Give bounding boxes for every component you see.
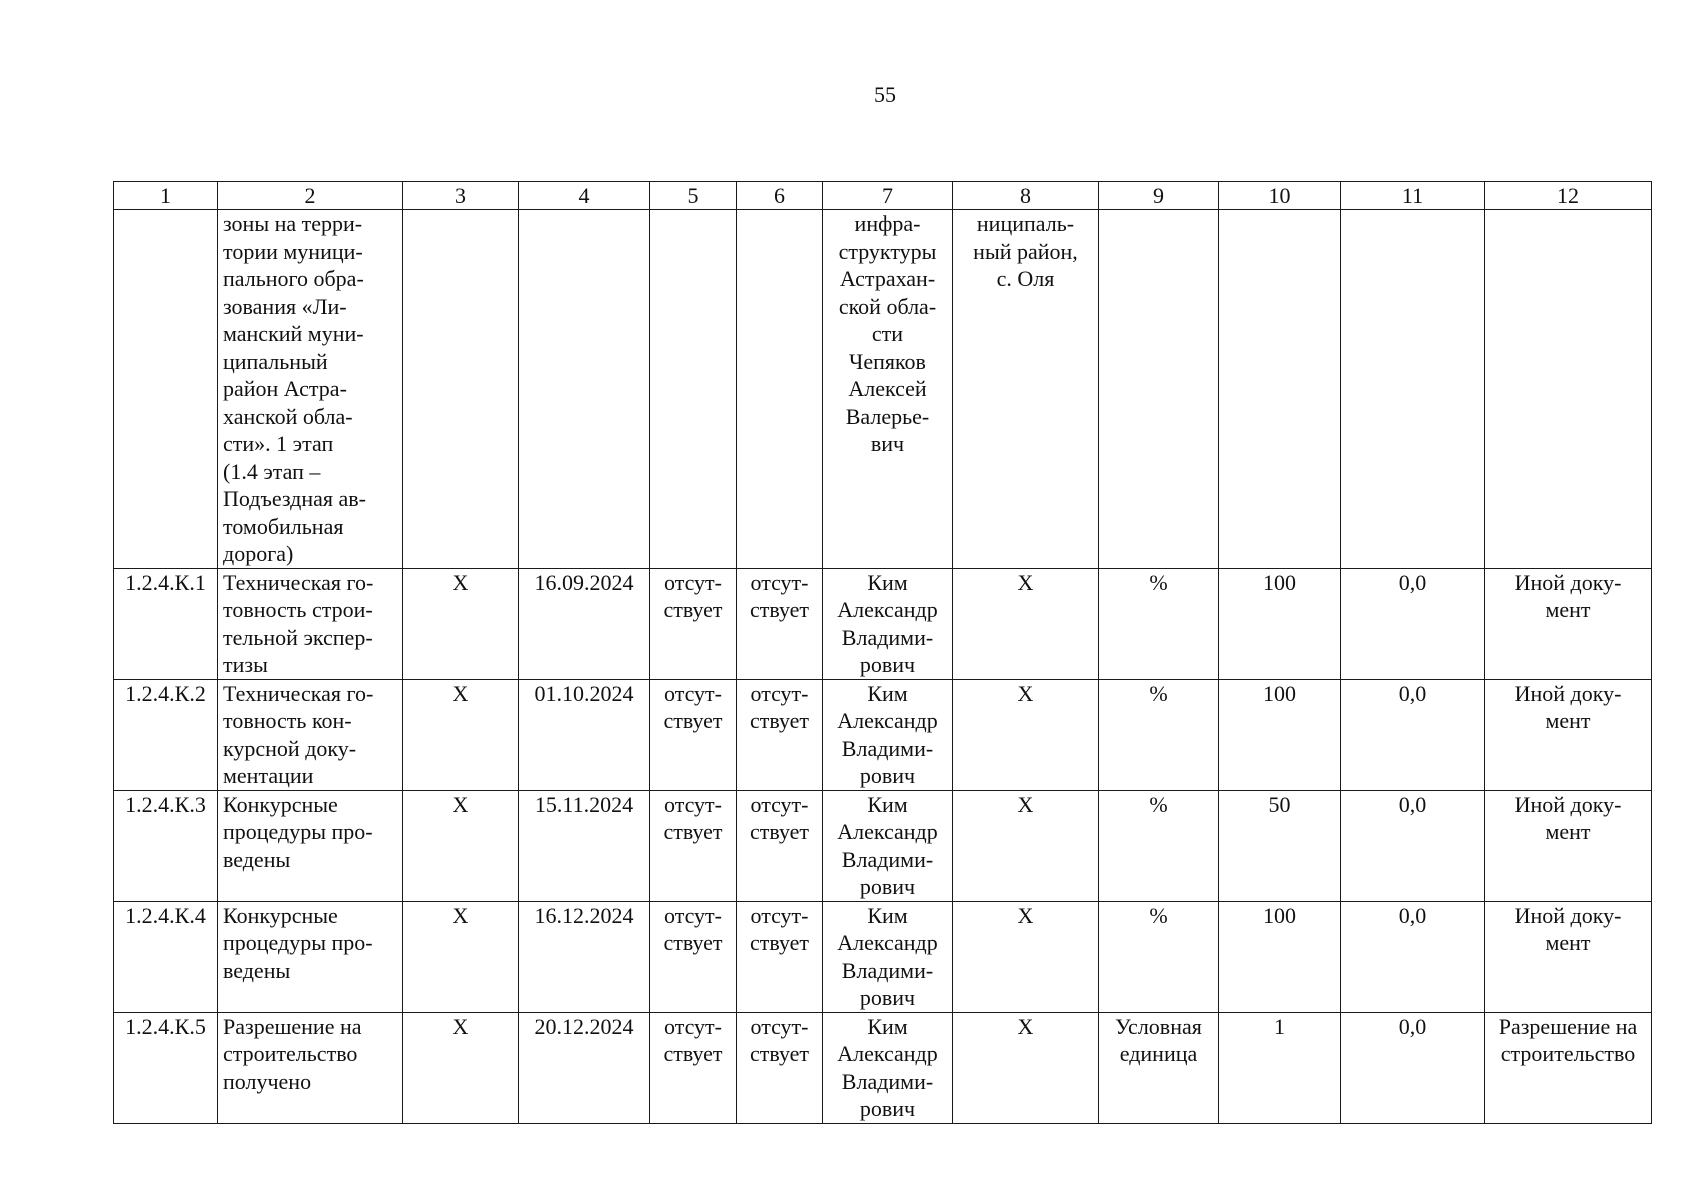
table-row <box>114 679 1652 790</box>
cell-text: отсут- ствует <box>749 569 810 622</box>
cell-document <box>1485 568 1652 679</box>
cell-text: 100 <box>1263 902 1296 928</box>
cell-responsible <box>823 1012 953 1123</box>
table-row <box>114 568 1652 679</box>
cell-text: % <box>1149 569 1168 595</box>
cell-unit <box>1099 901 1219 1012</box>
cell-text: Х <box>1017 569 1034 595</box>
cell-c6 <box>737 790 823 901</box>
cell-text: Иной доку- мент <box>1514 680 1622 733</box>
cell-text: 0,0 <box>1398 680 1427 706</box>
cell-text: 01.10.2024 <box>534 680 634 706</box>
cell-text: Х <box>452 680 469 706</box>
cell-date <box>519 679 650 790</box>
cell-document <box>1485 210 1652 569</box>
cell-date <box>519 790 650 901</box>
col-num-12: 12 <box>1485 182 1652 210</box>
cell-amount <box>1341 790 1485 901</box>
cell-c5 <box>650 210 737 569</box>
cell-name <box>218 1012 403 1123</box>
cell-document <box>1485 679 1652 790</box>
continuation-row <box>114 210 1652 569</box>
cell-text: Иной доку- мент <box>1514 791 1622 844</box>
cell-c6 <box>737 679 823 790</box>
cell-c3 <box>403 790 519 901</box>
cell-text: Конкурсные процедуры про- ведены <box>223 902 373 983</box>
col-num-1: 1 <box>114 182 218 210</box>
col-num-6: 6 <box>737 182 823 210</box>
cell-document <box>1485 901 1652 1012</box>
cell-c3 <box>403 1012 519 1123</box>
cell-text: отсут- ствует <box>663 569 723 622</box>
cell-text: отсут- ствует <box>663 902 723 955</box>
cell-text: 50 <box>1268 791 1291 817</box>
cell-text: Ким Александр Владими- рович <box>837 569 938 677</box>
cell-name <box>218 679 403 790</box>
cell-c6 <box>737 901 823 1012</box>
cell-c6 <box>737 568 823 679</box>
cell-responsible <box>823 210 953 569</box>
cell-name <box>218 568 403 679</box>
cell-number <box>114 790 218 901</box>
col-num-4: 4 <box>519 182 650 210</box>
cell-location <box>953 901 1099 1012</box>
cell-unit <box>1099 210 1219 569</box>
col-num-7: 7 <box>823 182 953 210</box>
cell-text: Х <box>1017 902 1034 928</box>
plan-table <box>113 181 1652 1124</box>
cell-text: Техническая го- товность строи- тельной экспер- тизы <box>223 569 374 677</box>
cell-amount <box>1341 901 1485 1012</box>
cell-text: 0,0 <box>1398 1013 1427 1039</box>
cell-text: Х <box>452 902 469 928</box>
cell-date <box>519 210 650 569</box>
cell-text: отсут- ствует <box>749 902 810 955</box>
cell-text: Х <box>1017 680 1034 706</box>
col-num-5: 5 <box>650 182 737 210</box>
cell-location <box>953 210 1099 569</box>
cell-text: Х <box>452 569 469 595</box>
cell-text: 1.2.4.К.1 <box>125 569 206 595</box>
cell-text: 0,0 <box>1398 569 1427 595</box>
cell-c3 <box>403 901 519 1012</box>
cell-location <box>953 790 1099 901</box>
cell-location <box>953 679 1099 790</box>
cell-c3 <box>403 679 519 790</box>
cell-unit <box>1099 790 1219 901</box>
cell-value <box>1219 679 1341 790</box>
cell-name <box>218 901 403 1012</box>
cell-value <box>1219 790 1341 901</box>
cell-unit <box>1099 679 1219 790</box>
cell-text: Разрешение на строительство <box>1498 1013 1638 1066</box>
cell-responsible <box>823 679 953 790</box>
cell-c5 <box>650 901 737 1012</box>
cell-amount <box>1341 210 1485 569</box>
cell-text: Х <box>1017 1013 1034 1039</box>
cell-text: 100 <box>1263 569 1296 595</box>
cell-text: отсут- ствует <box>663 1013 723 1066</box>
cell-document <box>1485 790 1652 901</box>
cell-text: % <box>1149 680 1168 706</box>
cell-date <box>519 568 650 679</box>
col-num-10: 10 <box>1219 182 1341 210</box>
cell-text: Х <box>452 1013 469 1039</box>
cell-text: ниципаль- ный район, с. Оля <box>973 211 1078 291</box>
cell-document <box>1485 1012 1652 1123</box>
cell-text: зоны на терри- тории муници- пального обра- зования «Ли- манский муни- ципальный район Астра- ханской обла- сти». 1 этап (1.4 этап – Подъездная ав- томобильная дорога) <box>223 211 366 566</box>
col-num-8: 8 <box>953 182 1099 210</box>
cell-c3 <box>403 210 519 569</box>
table-row <box>114 901 1652 1012</box>
col-num-3: 3 <box>403 182 519 210</box>
cell-number <box>114 210 218 569</box>
cell-responsible <box>823 568 953 679</box>
cell-text: Конкурсные процедуры про- ведены <box>223 791 373 872</box>
cell-c5 <box>650 1012 737 1123</box>
cell-amount <box>1341 679 1485 790</box>
cell-text: Иной доку- мент <box>1514 902 1622 955</box>
cell-responsible <box>823 901 953 1012</box>
cell-text: отсут- ствует <box>663 680 723 733</box>
cell-text: Техническая го- товность кон- курсной доку- ментации <box>223 680 374 788</box>
cell-text: Х <box>1017 791 1034 817</box>
cell-name <box>218 210 403 569</box>
cell-value <box>1219 1012 1341 1123</box>
cell-text: 20.12.2024 <box>534 1013 634 1039</box>
cell-text: Ким Александр Владими- рович <box>837 680 938 788</box>
cell-amount <box>1341 1012 1485 1123</box>
col-num-9: 9 <box>1099 182 1219 210</box>
cell-date <box>519 901 650 1012</box>
cell-text: отсут- ствует <box>749 680 810 733</box>
cell-unit <box>1099 568 1219 679</box>
cell-amount <box>1341 568 1485 679</box>
cell-text: 1.2.4.К.4 <box>125 902 206 928</box>
cell-text: Иной доку- мент <box>1514 569 1622 622</box>
cell-c6 <box>737 1012 823 1123</box>
cell-location <box>953 568 1099 679</box>
cell-text: 16.09.2024 <box>534 569 634 595</box>
cell-text: 0,0 <box>1398 902 1427 928</box>
cell-responsible <box>823 790 953 901</box>
table-row <box>114 790 1652 901</box>
cell-text: % <box>1149 791 1168 817</box>
cell-text: Ким Александр Владими- рович <box>837 791 938 899</box>
cell-text: Разрешение на строительство получено <box>223 1013 362 1094</box>
cell-c5 <box>650 679 737 790</box>
cell-text: Ким Александр Владими- рович <box>837 902 938 1010</box>
cell-c6 <box>737 210 823 569</box>
cell-text: Х <box>452 791 469 817</box>
cell-c5 <box>650 790 737 901</box>
cell-text: 16.12.2024 <box>534 902 634 928</box>
cell-unit <box>1099 1012 1219 1123</box>
cell-text: Условная единица <box>1115 1013 1202 1066</box>
cell-name <box>218 790 403 901</box>
col-num-2: 2 <box>218 182 403 210</box>
cell-text: отсут- ствует <box>749 1013 810 1066</box>
cell-text: 0,0 <box>1398 791 1427 817</box>
col-num-11: 11 <box>1341 182 1485 210</box>
cell-text: 1.2.4.К.2 <box>125 680 206 706</box>
cell-text: 1.2.4.К.5 <box>125 1013 206 1039</box>
cell-text: % <box>1149 902 1168 928</box>
table-row <box>114 1012 1652 1123</box>
cell-value <box>1219 210 1341 569</box>
cell-location <box>953 1012 1099 1123</box>
cell-number <box>114 679 218 790</box>
cell-number <box>114 1012 218 1123</box>
cell-number <box>114 568 218 679</box>
cell-text: отсут- ствует <box>663 791 723 844</box>
column-number-row <box>114 182 1652 210</box>
cell-value <box>1219 901 1341 1012</box>
cell-text: 1.2.4.К.3 <box>125 791 206 817</box>
cell-text: инфра- структуры Астрахан- ской обла- сти Чепяков Алексей Валерье- вич <box>838 211 937 456</box>
cell-text: 15.11.2024 <box>534 791 634 817</box>
cell-text: отсут- ствует <box>749 791 810 844</box>
cell-value <box>1219 568 1341 679</box>
cell-text: 1 <box>1274 1013 1285 1039</box>
cell-number <box>114 901 218 1012</box>
cell-date <box>519 1012 650 1123</box>
cell-text: Ким Александр Владими- рович <box>837 1013 938 1121</box>
cell-c5 <box>650 568 737 679</box>
cell-text: 100 <box>1263 680 1296 706</box>
page-number: 55 <box>874 82 896 107</box>
cell-c3 <box>403 568 519 679</box>
